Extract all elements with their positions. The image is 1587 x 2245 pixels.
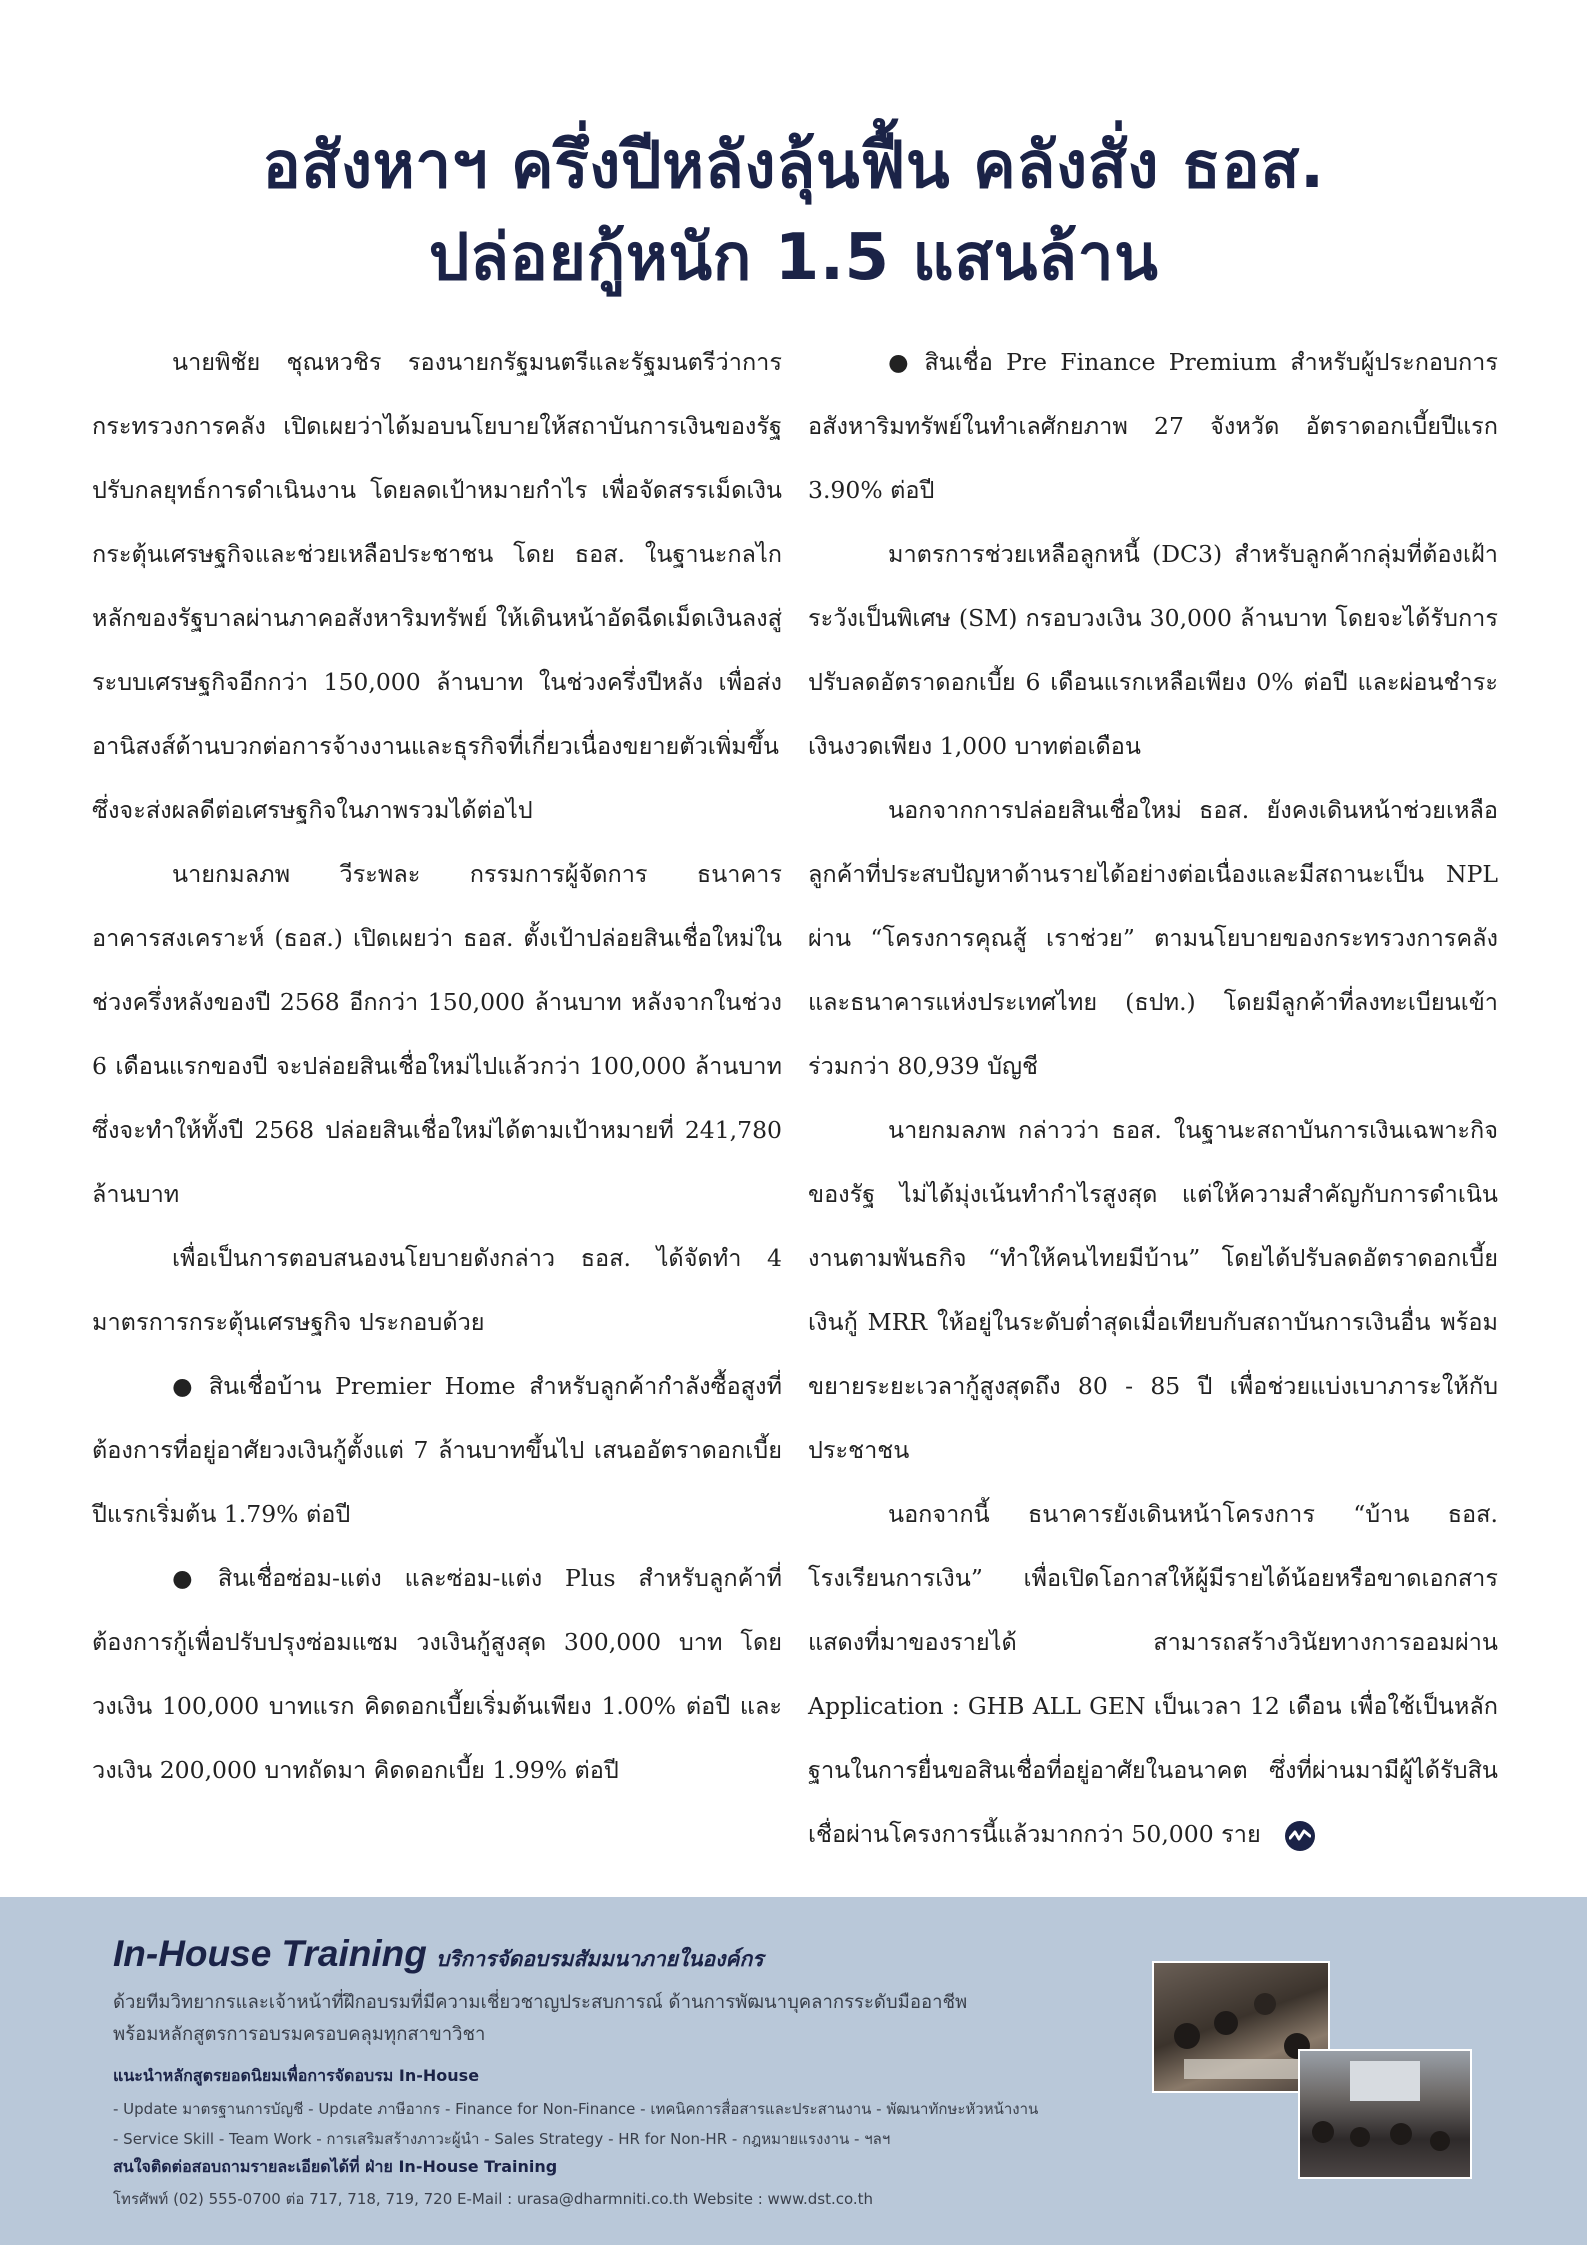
bullet-text: สินเชื่อบ้าน Premier Home สำหรับลูกค้ากำลังซื้อสูงที่ต้องการที่อยู่อาศัยวงเงินกู้ตั้งแต่ 7 ล้านบาทขึ้นไป เสนออัตราดอกเบี้ยปีแรกเริ่มต้น 1.79% ต่อปี (92, 1372, 782, 1528)
paragraph: มาตรการช่วยเหลือลูกหนี้ (DC3) สำหรับลูกค้ากลุ่มที่ต้องเฝ้าระวังเป็นพิเศษ (SM) กรอบวงเงิน 30,000 ล้านบาท โดยจะได้รับการปรับลดอัตราดอกเบี้ย 6 เดือนแรกเหลือเพียง 0% ต่อปี และผ่อนชำระเงินงวดเพียง 1,000 บาทต่อเดือน (808, 540, 1498, 760)
description-line: พร้อมหลักสูตรการอบรมครอบคลุมทุกสาขาวิชา (113, 2024, 486, 2045)
course-list-line: - Update มาตรฐานการบัญชี - Update ภาษีอากร - Finance for Non-Finance - เทคนิคการสื่อสารและประสานงาน - พัฒนาทักษะหัวหน้างาน (113, 2100, 1039, 2118)
paragraph: นายกมลภพ กล่าวว่า ธอส. ในฐานะสถาบันการเงินเฉพาะกิจของรัฐ ไม่ได้มุ่งเน้นทำกำไรสูงสุด แต่ให้ความสำคัญกับการดำเนินงานตามพันธกิจ “ทำให้คนไทยมีบ้าน” โดยได้ปรับลดอัตราดอกเบี้ยเงินกู้ MRR ให้อยู่ในระดับต่ำสุดเมื่อเทียบกับสถาบันการเงินอื่น พร้อมขยายระยะเวลากู้สูงสุดถึง 80 - 85 ปี เพื่อช่วยแบ่งเบาภาระให้กับประชาชน (808, 1116, 1498, 1464)
paragraph (808, 1482, 1498, 1866)
article-column-left (92, 330, 782, 1802)
footer-heading (113, 1933, 763, 1976)
paragraph-text: นอกจากนี้ ธนาคารยังเดินหน้าโครงการ “บ้าน ธอส. โรงเรียนการเงิน” เพื่อเปิดโอกาสให้ผู้มีรายได้น้อยหรือขาดเอกสารแสดงที่มาของรายได้ สามารถสร้างวินัยทางการออมผ่าน Application : GHB ALL GEN เป็นเวลา 12 เดือน เพื่อใช้เป็นหลักฐานในการยื่นขอสินเชื่อที่อยู่อาศัยในอนาคต ซึ่งที่ผ่านมามีผู้ได้รับสินเชื่อผ่านโครงการนี้แล้วมากกว่า 50,000 ราย (808, 1500, 1498, 1848)
bullet-item (92, 1354, 782, 1546)
title-line-2: ปล่อยกู้หนัก 1.5 แสนล้าน (428, 221, 1159, 295)
description-line: ด้วยทีมวิทยากรและเจ้าหน้าที่ฝึกอบรมที่มีความเชี่ยวชาญประสบการณ์ ด้านการพัฒนาบุคลากรระดับมืออาชีพ (113, 1992, 968, 2013)
paragraph: เพื่อเป็นการตอบสนองนโยบายดังกล่าว ธอส. ได้จัดทำ 4 มาตรการกระตุ้นเศรษฐกิจ ประกอบด้วย (92, 1244, 782, 1336)
footer-banner (0, 1897, 1587, 2245)
course-list-line: - Service Skill - Team Work - การเสริมสร้างภาวะผู้นำ - Sales Strategy - HR for Non-HR - กฎหมายแรงงาน - ฯลฯ (113, 2130, 891, 2148)
article-title (0, 120, 1587, 304)
brand-name: In-House Training (113, 1933, 427, 1974)
bullet-text: สินเชื่อ Pre Finance Premium สำหรับผู้ประกอบการอสังหาริมทรัพย์ในทำเลศักยภาพ 27 จังหวัด อัตราดอกเบี้ยปีแรก 3.90% ต่อปี (808, 348, 1498, 504)
end-of-article-icon (1285, 1821, 1315, 1851)
training-photo-2 (1298, 2049, 1472, 2179)
recommended-heading: แนะนำหลักสูตรยอดนิยมเพื่อการจัดอบรม In-House (113, 2066, 480, 2085)
bullet-item (808, 330, 1498, 522)
bullet-text: สินเชื่อซ่อม-แต่ง และซ่อม-แต่ง Plus สำหรับลูกค้าที่ต้องการกู้เพื่อปรับปรุงซ่อมแซม วงเงินกู้สูงสุด 300,000 บาท โดยวงเงิน 100,000 บาทแรก คิดดอกเบี้ยเริ่มต้นเพียง 1.00% ต่อปี และวงเงิน 200,000 บาทถัดมา คิดดอกเบี้ย 1.99% ต่อปี (92, 1564, 782, 1784)
paragraph: นายพิชัย ชุณหวชิร รองนายกรัฐมนตรีและรัฐมนตรีว่าการกระทรวงการคลัง เปิดเผยว่าได้มอบนโยบายให้สถาบันการเงินของรัฐปรับกลยุทธ์การดำเนินงาน โดยลดเป้าหมายกำไร เพื่อจัดสรรเม็ดเงินกระตุ้นเศรษฐกิจและช่วยเหลือประชาชน โดย ธอส. ในฐานะกลไกหลักของรัฐบาลผ่านภาคอสังหาริมทรัพย์ ให้เดินหน้าอัดฉีดเม็ดเงินลงสู่ระบบเศรษฐกิจอีกกว่า 150,000 ล้านบาท ในช่วงครึ่งปีหลัง เพื่อส่งอานิสงส์ด้านบวกต่อการจ้างงานและธุรกิจที่เกี่ยวเนื่องขยายตัวเพิ่มขึ้น ซึ่งจะส่งผลดีต่อเศรษฐกิจในภาพรวมได้ต่อไป (92, 348, 782, 824)
footer-description (113, 1987, 1113, 2051)
paragraph: นายกมลภพ วีระพละ กรรมการผู้จัดการ ธนาคารอาคารสงเคราะห์ (ธอส.) เปิดเผยว่า ธอส. ตั้งเป้าปล่อยสินเชื่อใหม่ในช่วงครึ่งหลังของปี 2568 อีกกว่า 150,000 ล้านบาท หลังจากในช่วง 6 เดือนแรกของปี จะปล่อยสินเชื่อใหม่ไปแล้วกว่า 100,000 ล้านบาท ซึ่งจะทำให้ทั้งปี 2568 ปล่อยสินเชื่อใหม่ได้ตามเป้าหมายที่ 241,780 ล้านบาท (92, 860, 782, 1208)
title-line-1: อสังหาฯ ครึ่งปีหลังลุ้นฟื้น คลังสั่ง ธอส. (262, 129, 1325, 203)
contact-info: โทรศัพท์ (02) 555-0700 ต่อ 717, 718, 719, 720 E-Mail : urasa@dharmniti.co.th Website : www.dst.co.th (113, 2190, 874, 2208)
course-list (113, 2094, 1153, 2154)
article-column-right (808, 330, 1498, 1866)
bullet-item (92, 1546, 782, 1802)
brand-tagline: บริการจัดอบรมสัมมนาภายในองค์กร (435, 1947, 764, 1971)
contact-heading: สนใจติดต่อสอบถามรายละเอียดได้ที่ ฝ่าย In-House Training (113, 2157, 558, 2176)
paragraph: นอกจากการปล่อยสินเชื่อใหม่ ธอส. ยังคงเดินหน้าช่วยเหลือลูกค้าที่ประสบปัญหาด้านรายได้อย่างต่อเนื่องและมีสถานะเป็น NPL ผ่าน “โครงการคุณสู้ เราช่วย” ตามนโยบายของกระทรวงการคลังและธนาคารแห่งประเทศไทย (ธปท.) โดยมีลูกค้าที่ลงทะเบียนเข้าร่วมกว่า 80,939 บัญชี (808, 796, 1498, 1080)
